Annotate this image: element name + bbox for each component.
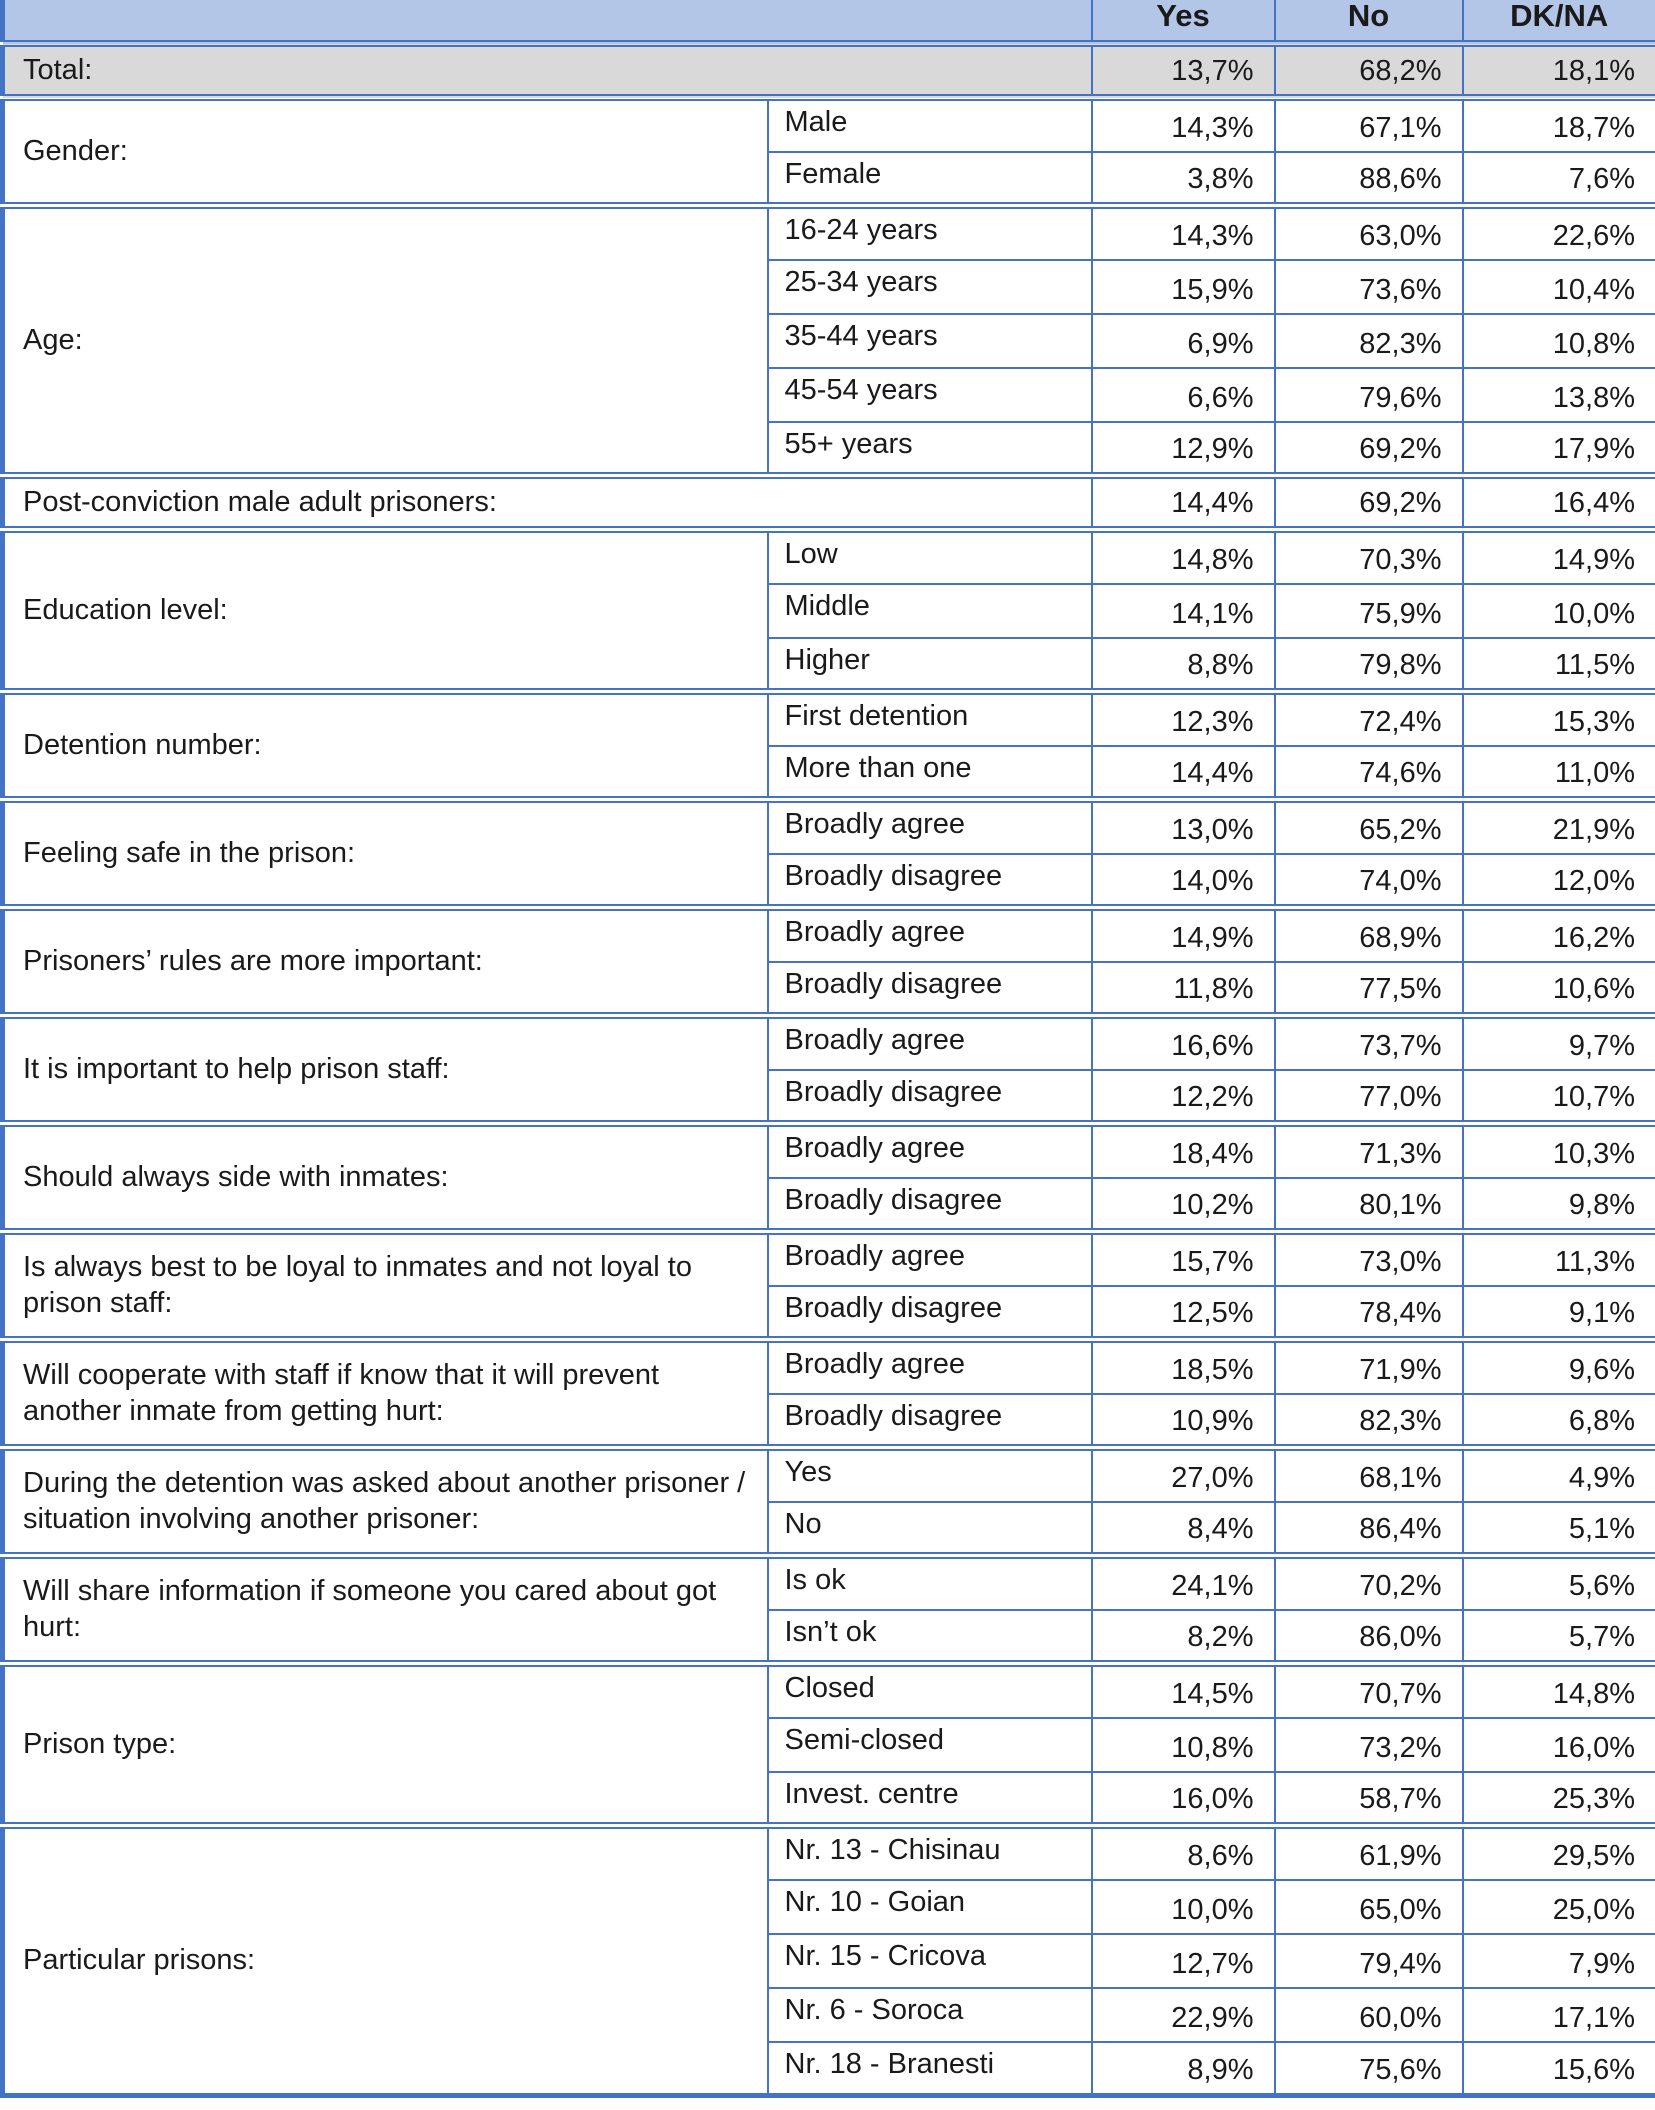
value-cell: 14,1% <box>1092 584 1275 638</box>
value-cell: 12,5% <box>1092 1286 1275 1340</box>
group-label-cell: Post-conviction male adult prisoners: <box>3 476 1092 530</box>
value-cell: 12,7% <box>1092 1934 1275 1988</box>
value-cell: 73,6% <box>1275 260 1463 314</box>
value-cell: 68,2% <box>1275 44 1463 98</box>
value-cell: 13,7% <box>1092 44 1275 98</box>
value-cell: 12,2% <box>1092 1070 1275 1124</box>
value-cell: 79,6% <box>1275 368 1463 422</box>
value-cell: 73,7% <box>1275 1016 1463 1070</box>
value-cell: 5,7% <box>1463 1610 1655 1664</box>
value-cell: 24,1% <box>1092 1556 1275 1610</box>
value-cell: 13,8% <box>1463 368 1655 422</box>
value-cell: 71,9% <box>1275 1340 1463 1394</box>
value-cell: 6,6% <box>1092 368 1275 422</box>
sub-label-cell: Yes <box>768 1448 1092 1502</box>
value-cell: 70,2% <box>1275 1556 1463 1610</box>
value-cell: 16,6% <box>1092 1016 1275 1070</box>
value-cell: 69,2% <box>1275 422 1463 476</box>
value-cell: 79,8% <box>1275 638 1463 692</box>
value-cell: 22,9% <box>1092 1988 1275 2042</box>
sub-label-cell: Nr. 13 - Chisinau <box>768 1826 1092 1880</box>
value-cell: 14,3% <box>1092 206 1275 260</box>
group-label-cell: Total: <box>3 44 1092 98</box>
table-row <box>3 1340 1655 1394</box>
value-cell: 67,1% <box>1275 98 1463 152</box>
sub-label-cell: Broadly disagree <box>768 1394 1092 1448</box>
value-cell: 29,5% <box>1463 1826 1655 1880</box>
value-cell: 12,9% <box>1092 422 1275 476</box>
group-label-cell: Is always best to be loyal to inmates and not loyal to prison staff: <box>3 1232 768 1340</box>
value-cell: 25,3% <box>1463 1772 1655 1826</box>
sub-label-cell: Male <box>768 98 1092 152</box>
value-cell: 14,8% <box>1463 1664 1655 1718</box>
value-cell: 74,0% <box>1275 854 1463 908</box>
value-cell: 88,6% <box>1275 152 1463 206</box>
sub-label-cell: First detention <box>768 692 1092 746</box>
value-cell: 17,1% <box>1463 1988 1655 2042</box>
value-cell: 14,4% <box>1092 746 1275 800</box>
sub-label-cell: Higher <box>768 638 1092 692</box>
value-cell: 14,9% <box>1463 530 1655 584</box>
value-cell: 86,4% <box>1275 1502 1463 1556</box>
group-label-cell: Education level: <box>3 530 768 692</box>
value-cell: 10,6% <box>1463 962 1655 1016</box>
value-cell: 10,3% <box>1463 1124 1655 1178</box>
header-label: Yes <box>1156 0 1210 33</box>
sub-label-cell: Broadly disagree <box>768 854 1092 908</box>
value-cell: 11,5% <box>1463 638 1655 692</box>
sub-label-cell: Is ok <box>768 1556 1092 1610</box>
sub-label-cell: Low <box>768 530 1092 584</box>
value-cell: 70,7% <box>1275 1664 1463 1718</box>
group-label-cell: It is important to help prison staff: <box>3 1016 768 1124</box>
value-cell: 7,9% <box>1463 1934 1655 1988</box>
value-cell: 15,7% <box>1092 1232 1275 1286</box>
value-cell: 74,6% <box>1275 746 1463 800</box>
value-cell: 22,6% <box>1463 206 1655 260</box>
value-cell: 70,3% <box>1275 530 1463 584</box>
group-label-cell: Prison type: <box>3 1664 768 1826</box>
value-cell: 16,0% <box>1092 1772 1275 1826</box>
value-cell: 9,6% <box>1463 1340 1655 1394</box>
value-cell: 63,0% <box>1275 206 1463 260</box>
value-cell: 15,9% <box>1092 260 1275 314</box>
value-cell: 10,0% <box>1092 1880 1275 1934</box>
value-cell: 10,7% <box>1463 1070 1655 1124</box>
group-label-cell: Will cooperate with staff if know that it will prevent another inmate from getting hurt: <box>3 1340 768 1448</box>
value-cell: 72,4% <box>1275 692 1463 746</box>
value-cell: 18,7% <box>1463 98 1655 152</box>
value-cell: 69,2% <box>1275 476 1463 530</box>
sub-label-cell: 35-44 years <box>768 314 1092 368</box>
header-cell-yes <box>1092 0 1275 44</box>
value-cell: 11,3% <box>1463 1232 1655 1286</box>
value-cell: 68,9% <box>1275 908 1463 962</box>
value-cell: 14,0% <box>1092 854 1275 908</box>
sub-label-cell: 25-34 years <box>768 260 1092 314</box>
group-label-cell: Age: <box>3 206 768 476</box>
value-cell: 11,8% <box>1092 962 1275 1016</box>
value-cell: 61,9% <box>1275 1826 1463 1880</box>
group-label-cell: Detention number: <box>3 692 768 800</box>
value-cell: 8,2% <box>1092 1610 1275 1664</box>
value-cell: 75,9% <box>1275 584 1463 638</box>
sub-label-cell: 55+ years <box>768 422 1092 476</box>
sub-label-cell: Nr. 6 - Soroca <box>768 1988 1092 2042</box>
sub-label-cell: 16-24 years <box>768 206 1092 260</box>
sub-label-cell: Semi-closed <box>768 1718 1092 1772</box>
value-cell: 25,0% <box>1463 1880 1655 1934</box>
value-cell: 9,8% <box>1463 1178 1655 1232</box>
value-cell: 11,0% <box>1463 746 1655 800</box>
value-cell: 18,5% <box>1092 1340 1275 1394</box>
value-cell: 78,4% <box>1275 1286 1463 1340</box>
value-cell: 80,1% <box>1275 1178 1463 1232</box>
header-cell-no <box>1275 0 1463 44</box>
value-cell: 12,3% <box>1092 692 1275 746</box>
value-cell: 65,0% <box>1275 1880 1463 1934</box>
sub-label-cell: Broadly disagree <box>768 962 1092 1016</box>
table-row <box>3 692 1655 746</box>
sub-label-cell: Broadly agree <box>768 908 1092 962</box>
header-row <box>3 0 1655 44</box>
sub-label-cell: Invest. centre <box>768 1772 1092 1826</box>
header-label: No <box>1347 0 1390 33</box>
sub-label-cell: No <box>768 1502 1092 1556</box>
value-cell: 60,0% <box>1275 1988 1463 2042</box>
value-cell: 82,3% <box>1275 314 1463 368</box>
sub-label-cell: Broadly disagree <box>768 1286 1092 1340</box>
sub-label-cell: Broadly agree <box>768 1232 1092 1286</box>
value-cell: 9,1% <box>1463 1286 1655 1340</box>
table-row <box>3 530 1655 584</box>
value-cell: 10,0% <box>1463 584 1655 638</box>
value-cell: 10,9% <box>1092 1394 1275 1448</box>
table-row <box>3 908 1655 962</box>
value-cell: 16,0% <box>1463 1718 1655 1772</box>
sub-label-cell: Nr. 18 - Branesti <box>768 2042 1092 2096</box>
value-cell: 10,4% <box>1463 260 1655 314</box>
group-label-cell: During the detention was asked about another prisoner / situation involving another prisoner: <box>3 1448 768 1556</box>
group-label-cell: Gender: <box>3 98 768 206</box>
table-row <box>3 1016 1655 1070</box>
table-row <box>3 1448 1655 1502</box>
table-row <box>3 1556 1655 1610</box>
value-cell: 8,8% <box>1092 638 1275 692</box>
value-cell: 8,4% <box>1092 1502 1275 1556</box>
table-body <box>3 44 1655 2096</box>
group-label-cell: Feeling safe in the prison: <box>3 800 768 908</box>
sub-label-cell: Closed <box>768 1664 1092 1718</box>
value-cell: 13,0% <box>1092 800 1275 854</box>
value-cell: 65,2% <box>1275 800 1463 854</box>
value-cell: 14,8% <box>1092 530 1275 584</box>
value-cell: 3,8% <box>1092 152 1275 206</box>
header-spacer-cell <box>3 0 1092 44</box>
value-cell: 15,6% <box>1463 2042 1655 2096</box>
header-label: DK/NA <box>1510 0 1609 33</box>
table-row <box>3 1232 1655 1286</box>
table-row <box>3 1664 1655 1718</box>
value-cell: 27,0% <box>1092 1448 1275 1502</box>
value-cell: 14,3% <box>1092 98 1275 152</box>
value-cell: 10,8% <box>1463 314 1655 368</box>
group-label-cell: Should always side with inmates: <box>3 1124 768 1232</box>
value-cell: 18,4% <box>1092 1124 1275 1178</box>
value-cell: 5,1% <box>1463 1502 1655 1556</box>
value-cell: 10,2% <box>1092 1178 1275 1232</box>
value-cell: 73,0% <box>1275 1232 1463 1286</box>
table-row <box>3 476 1655 530</box>
sub-label-cell: Isn’t ok <box>768 1610 1092 1664</box>
sub-label-cell: 45-54 years <box>768 368 1092 422</box>
sub-label-cell: Broadly agree <box>768 1124 1092 1178</box>
value-cell: 79,4% <box>1275 1934 1463 1988</box>
sub-label-cell: Nr. 10 - Goian <box>768 1880 1092 1934</box>
value-cell: 77,0% <box>1275 1070 1463 1124</box>
header-cell-dkna <box>1463 0 1655 44</box>
value-cell: 58,7% <box>1275 1772 1463 1826</box>
value-cell: 73,2% <box>1275 1718 1463 1772</box>
value-cell: 21,9% <box>1463 800 1655 854</box>
table-row <box>3 98 1655 152</box>
value-cell: 68,1% <box>1275 1448 1463 1502</box>
value-cell: 8,6% <box>1092 1826 1275 1880</box>
sub-label-cell: Broadly agree <box>768 800 1092 854</box>
sub-label-cell: More than one <box>768 746 1092 800</box>
value-cell: 17,9% <box>1463 422 1655 476</box>
value-cell: 4,9% <box>1463 1448 1655 1502</box>
value-cell: 12,0% <box>1463 854 1655 908</box>
group-label-cell: Prisoners’ rules are more important: <box>3 908 768 1016</box>
table-header <box>3 0 1655 44</box>
value-cell: 7,6% <box>1463 152 1655 206</box>
value-cell: 14,5% <box>1092 1664 1275 1718</box>
value-cell: 14,9% <box>1092 908 1275 962</box>
value-cell: 15,3% <box>1463 692 1655 746</box>
sub-label-cell: Nr. 15 - Cricova <box>768 1934 1092 1988</box>
sub-label-cell: Broadly disagree <box>768 1070 1092 1124</box>
table-row <box>3 206 1655 260</box>
sub-label-cell: Female <box>768 152 1092 206</box>
table-row <box>3 800 1655 854</box>
value-cell: 77,5% <box>1275 962 1463 1016</box>
table-row <box>3 44 1655 98</box>
table-row <box>3 1124 1655 1178</box>
group-label-cell: Particular prisons: <box>3 1826 768 2096</box>
value-cell: 86,0% <box>1275 1610 1463 1664</box>
value-cell: 82,3% <box>1275 1394 1463 1448</box>
value-cell: 16,4% <box>1463 476 1655 530</box>
value-cell: 71,3% <box>1275 1124 1463 1178</box>
value-cell: 8,9% <box>1092 2042 1275 2096</box>
value-cell: 6,9% <box>1092 314 1275 368</box>
value-cell: 6,8% <box>1463 1394 1655 1448</box>
sub-label-cell: Middle <box>768 584 1092 638</box>
value-cell: 14,4% <box>1092 476 1275 530</box>
value-cell: 16,2% <box>1463 908 1655 962</box>
value-cell: 18,1% <box>1463 44 1655 98</box>
sub-label-cell: Broadly agree <box>768 1016 1092 1070</box>
value-cell: 9,7% <box>1463 1016 1655 1070</box>
value-cell: 5,6% <box>1463 1556 1655 1610</box>
table-row <box>3 1826 1655 1880</box>
sub-label-cell: Broadly disagree <box>768 1178 1092 1232</box>
value-cell: 75,6% <box>1275 2042 1463 2096</box>
value-cell: 10,8% <box>1092 1718 1275 1772</box>
sub-label-cell: Broadly agree <box>768 1340 1092 1394</box>
group-label-cell: Will share information if someone you cared about got hurt: <box>3 1556 768 1664</box>
